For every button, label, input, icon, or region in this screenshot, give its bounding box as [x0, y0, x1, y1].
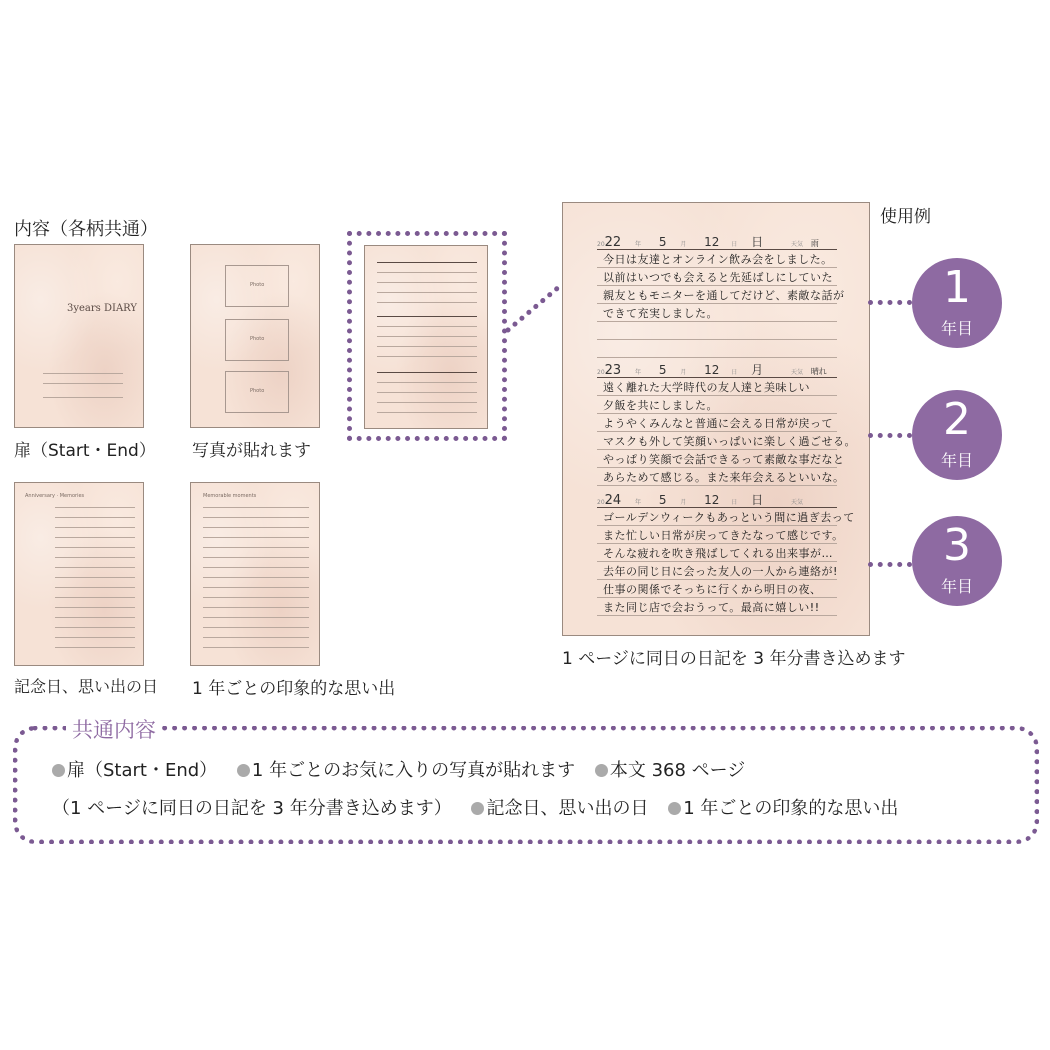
entry-2-line: あらためて感じる。また来年会えるといいな。: [603, 471, 845, 484]
common-contents-box: [13, 726, 1039, 844]
bullet-icon: [237, 764, 250, 777]
cover-caption: 扉（Start・End）: [14, 441, 156, 461]
impressions-thumbnail: Memorable moments: [190, 482, 320, 666]
entry-2-line: やっぱり笑顔で会話できるって素敵な事だなと: [603, 453, 845, 466]
diary-page-thumbnail: [364, 245, 488, 429]
year-1-badge: 1 年目: [912, 258, 1002, 348]
impressions-caption: 1 年ごとの印象的な思い出: [192, 679, 396, 699]
connector-line: [500, 278, 570, 338]
badge-connector: [868, 562, 912, 567]
entry-1-date: 2022 年 5 月 12 日 日 天気 雨: [597, 235, 819, 250]
entry-3-line: ゴールデンウィークもあっという間に過ぎ去って: [603, 511, 855, 524]
bullet-icon: [52, 764, 65, 777]
entry-3-line: また同じ店で会おうって。最高に嬉しい!!: [603, 601, 820, 614]
badge-connector: [868, 433, 912, 438]
entry-3-line: 去年の同じ日に会った友人の一人から連絡が!: [603, 565, 838, 578]
entry-1-line: 今日は友達とオンライン飲み会をしました。: [603, 253, 833, 266]
common-contents-title: 共通内容: [66, 714, 162, 744]
anniversary-thumbnail: Anniversary · Memories: [14, 482, 144, 666]
entry-3-line: 仕事の関係でそっちに行くから明日の夜、: [603, 583, 822, 596]
badge-connector: [868, 300, 912, 305]
contents-heading: 内容（各柄共通）: [14, 219, 158, 240]
entry-1-line: 親友ともモニターを通してだけど、素敵な話が: [603, 289, 845, 302]
entry-2-line: ようやくみんなと普通に会える日常が戻って: [603, 417, 833, 430]
photo-caption: 写真が貼れます: [192, 441, 311, 461]
entry-2-line: 遠く離れた大学時代の友人達と美味しい: [603, 381, 810, 394]
entry-3-line: また忙しい日常が戻ってきたなって感じです。: [603, 529, 844, 542]
year-3-badge: 3 年目: [912, 516, 1002, 606]
year-2-badge: 2 年目: [912, 390, 1002, 480]
photo-frame: Photo: [225, 265, 289, 307]
entry-2-date: 2023 年 5 月 12 日 月 天気 晴れ: [597, 363, 827, 378]
entry-2-line: マスクも外して笑顔いっぱいに楽しく過ごせる。: [603, 435, 856, 448]
bullet-icon: [471, 802, 484, 815]
bullet-icon: [668, 802, 681, 815]
diary-example-page: [562, 202, 870, 636]
photo-frame: Photo: [225, 319, 289, 361]
entry-2-line: 夕飯を共にしました。: [603, 399, 718, 412]
common-line-1: 扉（Start・End） 1 年ごとのお気に入りの写真が貼れます 本文 368 ページ: [52, 756, 745, 782]
cover-logo: 3years DIARY: [67, 303, 137, 314]
photo-frame: Photo: [225, 371, 289, 413]
entry-1-line: できて充実しました。: [603, 307, 718, 320]
bullet-icon: [595, 764, 608, 777]
example-heading: 使用例: [880, 207, 931, 227]
cover-thumbnail: [14, 244, 144, 428]
anniversary-caption: 記念日、思い出の日: [14, 677, 159, 696]
entry-1-line: 以前はいつでも会えると先延ばしにしていた: [603, 271, 833, 284]
entry-3-date: 2024 年 5 月 12 日 日 天気: [597, 493, 803, 508]
common-line-2: （1 ページに同日の日記を 3 年分書き込めます） 記念日、思い出の日 1 年ごとの印象的な思い出: [52, 798, 899, 819]
photo-thumbnail: [190, 244, 320, 428]
example-caption: 1 ページに同日の日記を 3 年分書き込めます: [562, 649, 906, 669]
entry-3-line: そんな疲れを吹き飛ばしてくれる出来事が…: [603, 547, 833, 560]
